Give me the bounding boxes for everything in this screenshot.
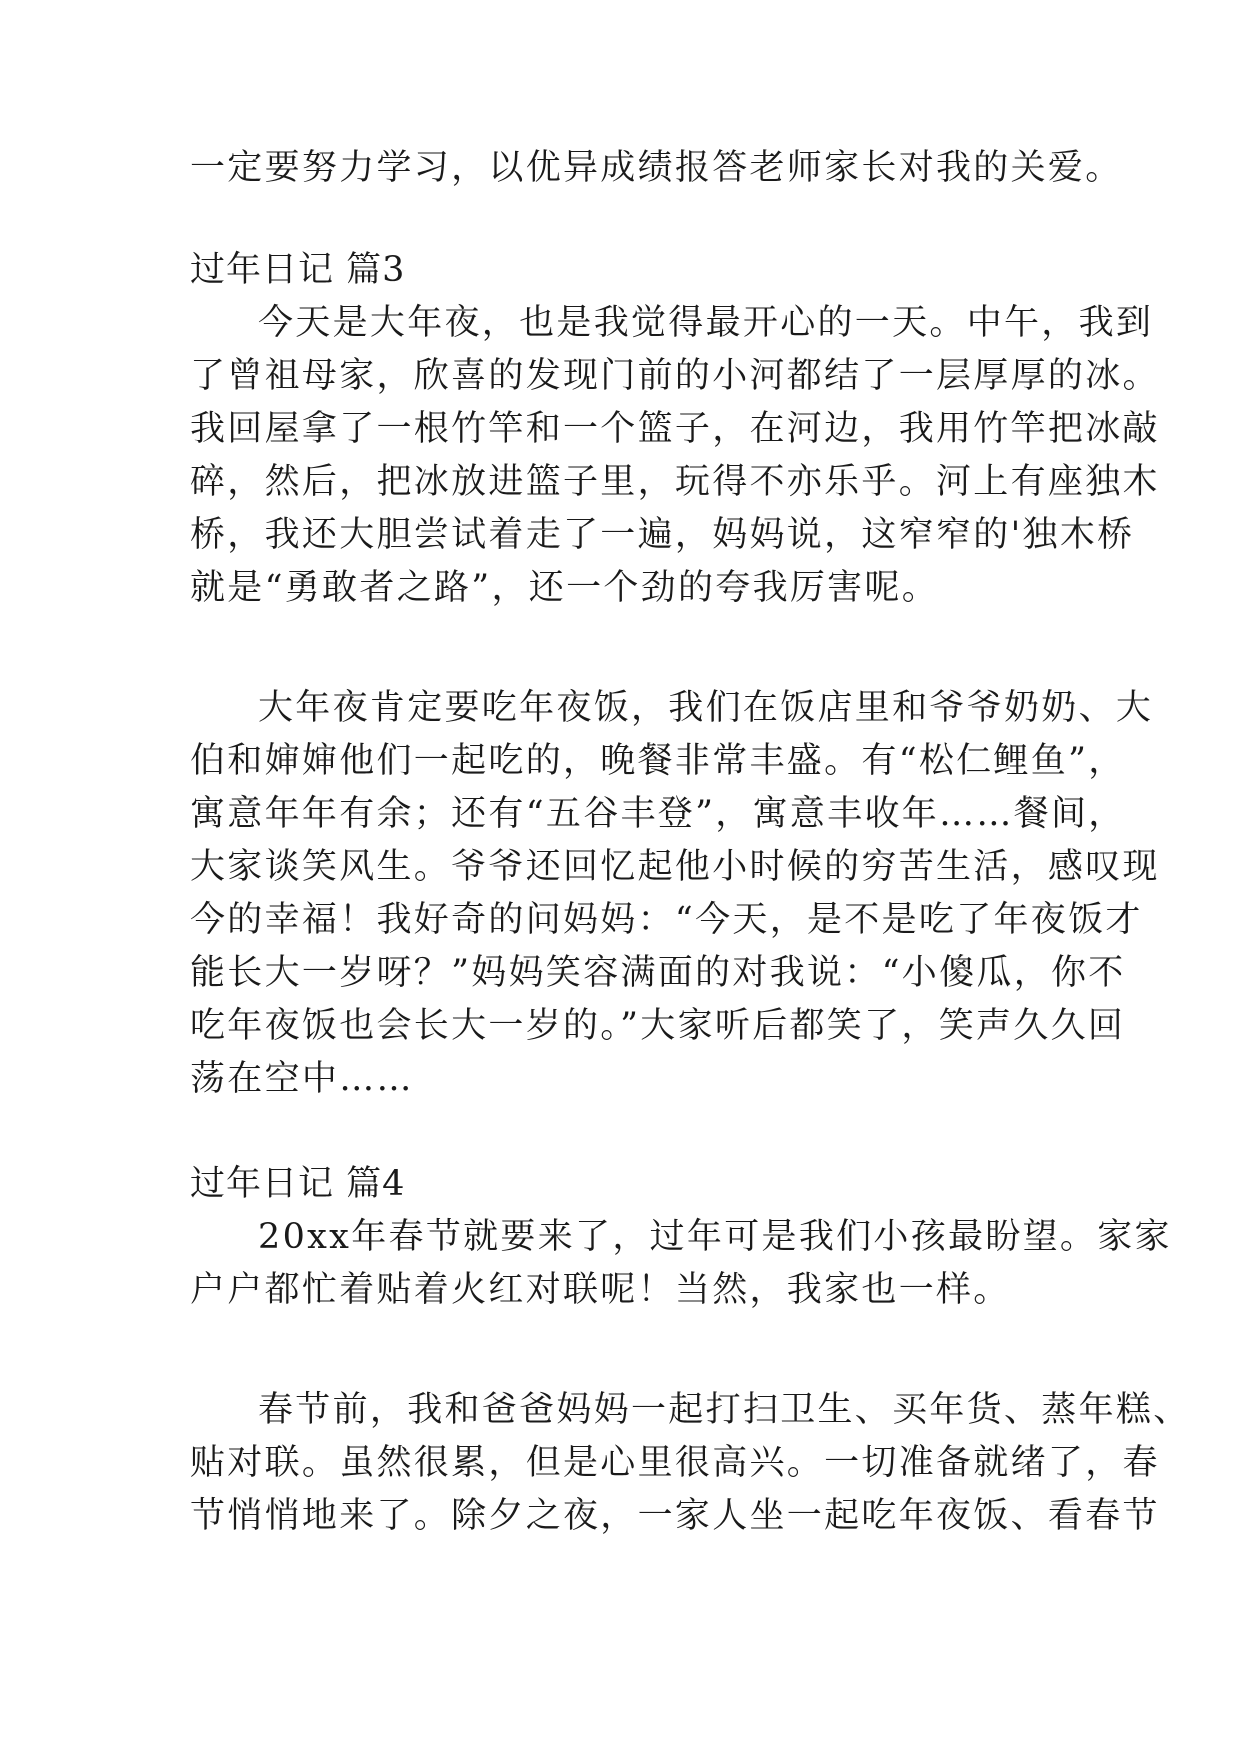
paragraph-line: 荡在空中…… bbox=[190, 1059, 414, 1099]
paragraph-line: 贴对联。虽然很累，但是心里很高兴。一切准备就绪了，春 bbox=[190, 1443, 1160, 1483]
paragraph-line: 我回屋拿了一根竹竿和一个篮子，在河边，我用竹竿把冰敲 bbox=[190, 409, 1160, 449]
paragraph-line: 今天是大年夜，也是我觉得最开心的一天。中午，我到 bbox=[258, 303, 1154, 343]
paragraph-line: 大家谈笑风生。爷爷还回忆起他小时候的穷苦生活，感叹现 bbox=[190, 847, 1160, 887]
paragraph-line: 一定要努力学习，以优异成绩报答老师家长对我的关爱。 bbox=[190, 148, 1123, 188]
paragraph-line: 碎，然后，把冰放进篮子里，玩得不亦乐乎。河上有座独木 bbox=[190, 462, 1160, 502]
section-heading-3: 过年日记 篇3 bbox=[190, 250, 406, 290]
paragraph-line: 桥，我还大胆尝试着走了一遍，妈妈说，这窄窄的'独木桥 bbox=[190, 515, 1135, 555]
paragraph-line: 吃年夜饭也会长大一岁的。”大家听后都笑了，笑声久久回 bbox=[190, 1006, 1126, 1046]
paragraph-line: 春节前，我和爸爸妈妈一起打扫卫生、买年货、蒸年糕、 bbox=[258, 1390, 1191, 1430]
paragraph-line: 户户都忙着贴着火红对联呢！当然，我家也一样。 bbox=[190, 1270, 1011, 1310]
paragraph-line: 大年夜肯定要吃年夜饭，我们在饭店里和爷爷奶奶、大 bbox=[258, 688, 1154, 728]
paragraph-line: 寓意年年有余；还有“五谷丰登”，寓意丰收年……餐间， bbox=[190, 794, 1126, 834]
paragraph-line: 伯和婶婶他们一起吃的，晚餐非常丰盛。有“松仁鲤鱼”， bbox=[190, 741, 1126, 781]
section-heading-4: 过年日记 篇4 bbox=[190, 1164, 406, 1204]
paragraph-line: 能长大一岁呀？”妈妈笑容满面的对我说：“小傻瓜，你不 bbox=[190, 953, 1126, 993]
paragraph-line: 20xx年春节就要来了，过年可是我们小孩最盼望。家家 bbox=[258, 1217, 1172, 1257]
paragraph-line: 节悄悄地来了。除夕之夜，一家人坐一起吃年夜饭、看春节 bbox=[190, 1496, 1160, 1536]
paragraph-line: 了曾祖母家，欣喜的发现门前的小河都结了一层厚厚的冰。 bbox=[190, 356, 1160, 396]
paragraph-line: 就是“勇敢者之路”，还一个劲的夸我厉害呢。 bbox=[190, 568, 940, 608]
paragraph-line: 今的幸福！我好奇的问妈妈：“今天，是不是吃了年夜饭才 bbox=[190, 900, 1143, 940]
